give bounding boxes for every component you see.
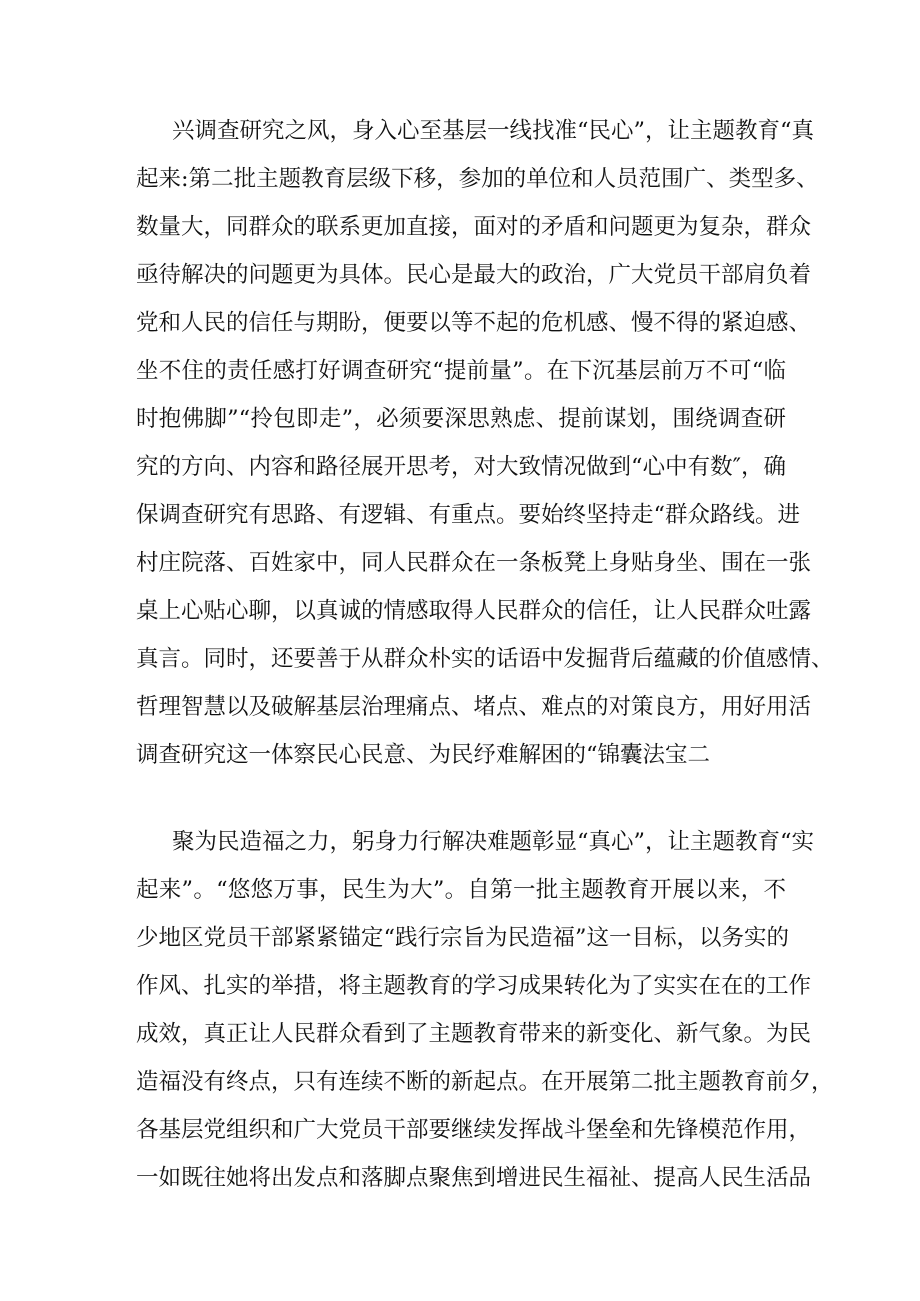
paragraph-line: 坐不住的责任感打好调查研究“提前量”。在下沉基层前万不可“临 — [136, 358, 786, 384]
paragraph-line: 作风、扎实的举措，将主题教育的学习成果转化为了实实在在的工作 — [136, 973, 812, 999]
paragraph-line: 村庄院落、百姓家中，同人民群众在一条板凳上身贴身坐、围在一张 — [136, 550, 812, 576]
paragraph-line: 党和人民的信任与期盼，便要以等不起的危机感、慢不得的紧迫感、 — [136, 310, 812, 336]
paragraph-line: 兴调查研究之风，身入心至基层一线找准“民心”，让主题教育“真 — [172, 118, 815, 144]
paragraph-line: 保调查研究有思路、有逻辑、有重点。要始终坚持走“群众路线。进 — [136, 502, 801, 528]
paragraph-line: 造福没有终点，只有连续不断的新起点。在开展第二批主题教育前夕， — [136, 1069, 834, 1095]
paragraph-line: 数量大，同群众的联系更加直接，面对的矛盾和问题更为复杂，群众 — [136, 214, 812, 240]
paragraph-line: 一如既往她将出发点和落脚点聚焦到增进民生福祉、提高人民生活品 — [136, 1165, 812, 1191]
paragraph-line: 哲理智慧以及破解基层治理痛点、堵点、难点的对策良方，用好用活 — [136, 694, 812, 720]
paragraph-line: 究的方向、内容和路径展开思考，对大致情况做到“心中有数″，确 — [136, 454, 786, 480]
paragraph-line: 真言。同时，还要善于从群众朴实的话语中发掘背后蕴藏的价值感情、 — [136, 646, 834, 672]
paragraph-line: 时抱佛脚”“拎包即走”，必须要深思熟虑、提前谋划，围绕调查研 — [136, 406, 786, 432]
paragraph-line: 亟待解决的问题更为具体。民心是最大的政治，广大党员干部肩负着 — [136, 262, 812, 288]
paragraph-line: 起来:第二批主题教育层级下移，参加的单位和人员范围广、类型多、 — [136, 166, 819, 192]
paragraph-line: 少地区党员干部紧紧锚定“践行宗旨为民造福”这一目标，以务实的 — [136, 925, 790, 951]
paragraph-line: 成效，真正让人民群众看到了主题教育带来的新变化、新气象。为民 — [136, 1021, 812, 1047]
paragraph-line: 调查研究这一体察民心民意、为民纾难解困的“锦囊法宝二 — [136, 742, 711, 768]
paragraph-line: 各基层党组织和广大党员干部要继续发挥战斗堡垒和先锋模范作用， — [136, 1117, 812, 1143]
paragraph-investigation-research — [136, 107, 834, 779]
paragraph-line: 起来”。“悠悠万事，民生为大”。自第一批主题教育开展以来，不 — [136, 877, 786, 903]
paragraph-people-welfare — [136, 818, 834, 1202]
paragraph-line: 聚为民造福之力，躬身力行解决难题彰显“真心”，让主题教育“实 — [172, 829, 815, 855]
paragraph-line: 桌上心贴心聊，以真诚的情感取得人民群众的信任，让人民群众吐露 — [136, 598, 812, 624]
